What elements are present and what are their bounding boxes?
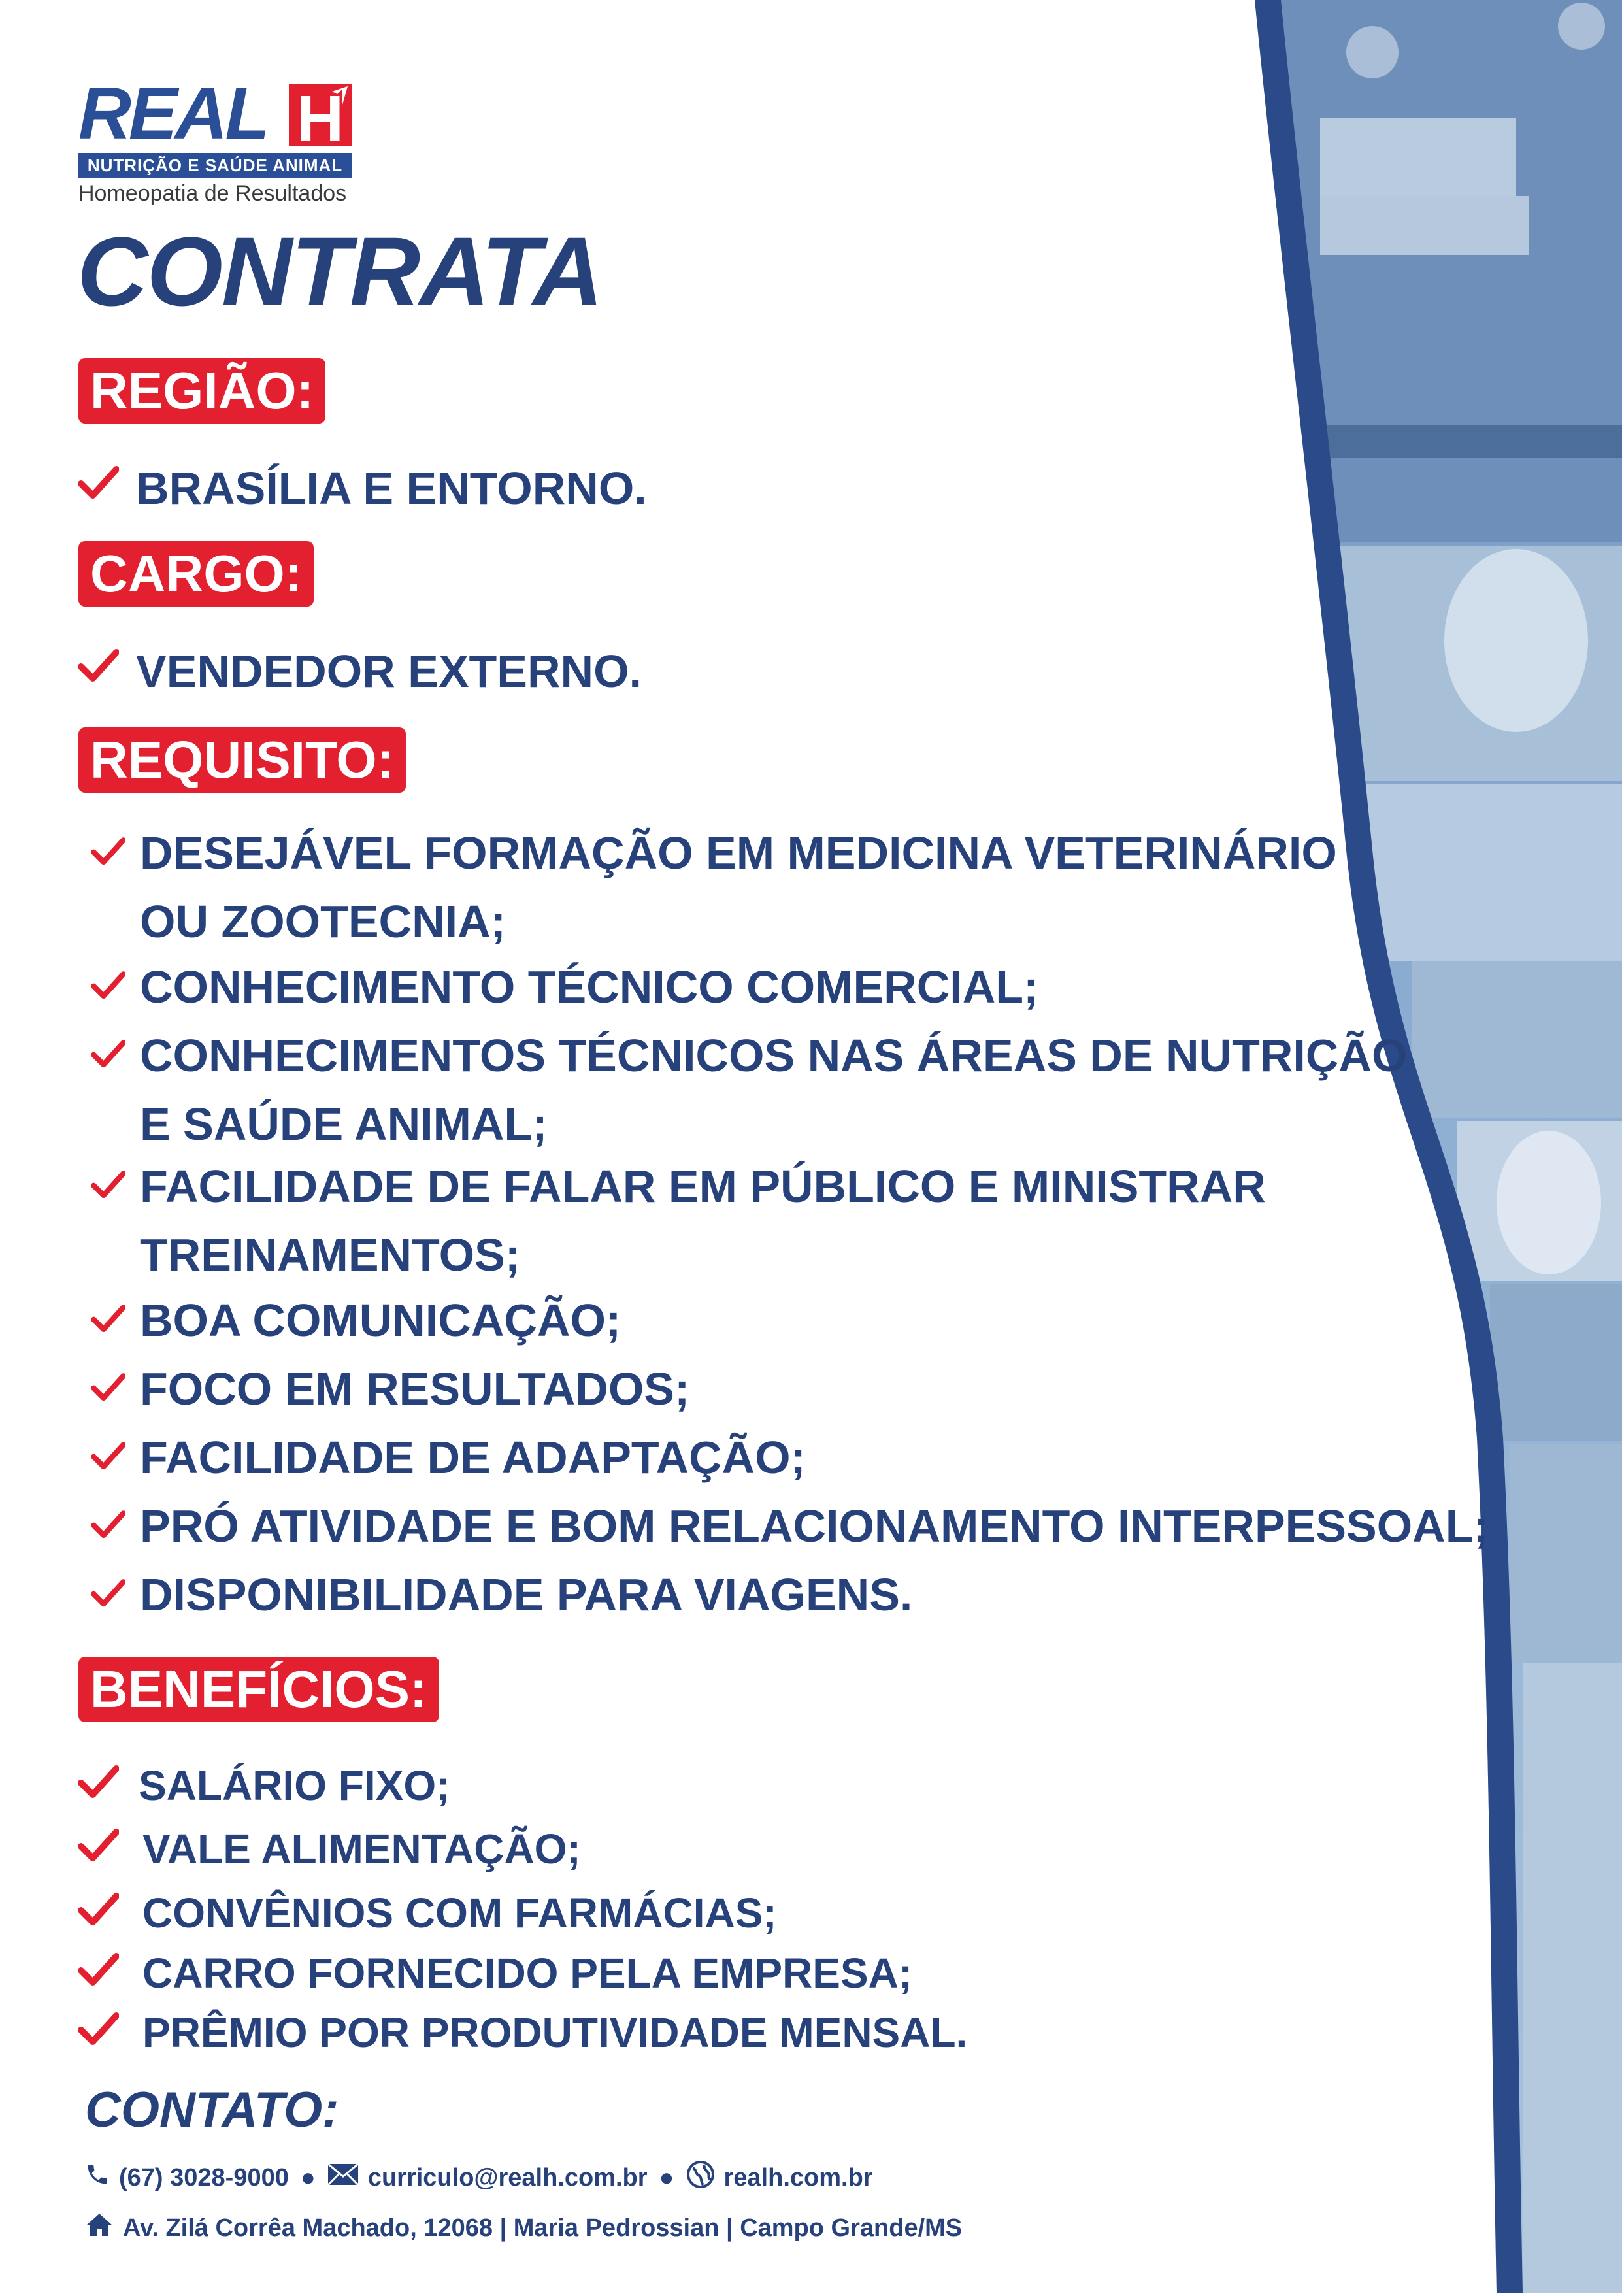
- list-item-continuation: OU ZOOTECNIA;: [140, 896, 506, 947]
- page-title: CONTRATA: [77, 216, 603, 326]
- list-item: FACILIDADE DE ADAPTAÇÃO;: [140, 1432, 806, 1483]
- realh-logo-mark: [78, 78, 353, 150]
- check-icon: [78, 1952, 119, 1988]
- contact-phone[interactable]: (67) 3028-9000: [119, 2163, 289, 2191]
- section-badge-beneficios: BENEFÍCIOS:: [78, 1657, 439, 1722]
- check-icon: [91, 1170, 125, 1200]
- contact-title: CONTATO:: [85, 2082, 339, 2138]
- phone-icon: [85, 2162, 110, 2193]
- list-item: DISPONIBILIDADE PARA VIAGENS.: [140, 1569, 913, 1620]
- worker-photo: [1490, 1284, 1622, 1441]
- list-item: VALE ALIMENTAÇÃO;: [142, 1825, 581, 1872]
- separator-dot: ●: [659, 2163, 674, 2191]
- check-icon: [91, 1441, 125, 1471]
- check-icon: [78, 1765, 119, 1800]
- list-item: CONVÊNIOS COM FARMÁCIAS;: [142, 1889, 777, 1937]
- section-badge-cargo: CARGO:: [78, 541, 314, 607]
- check-icon: [91, 1373, 125, 1403]
- contact-email[interactable]: curriculo@realh.com.br: [367, 2163, 648, 2191]
- analytics-photo: [1359, 784, 1622, 961]
- warehouse-photo: [1510, 1444, 1622, 1660]
- email-icon: [327, 2163, 359, 2192]
- home-icon: [85, 2212, 114, 2244]
- section-badge-regiao: REGIÃO:: [78, 358, 325, 424]
- check-icon: [91, 837, 125, 867]
- logo-subtitle: Homeopatia de Resultados: [78, 181, 347, 206]
- list-item: BOA COMUNICAÇÃO;: [140, 1295, 621, 1346]
- company-logo: [78, 78, 359, 207]
- list-item: CONHECIMENTO TÉCNICO COMERCIAL;: [140, 961, 1039, 1012]
- svg-text:H: H: [297, 82, 344, 150]
- list-item: PRÓ ATIVIDADE E BOM RELACIONAMENTO INTERPESSOAL;: [140, 1501, 1489, 1552]
- check-icon: [91, 1578, 125, 1608]
- list-item-continuation: E SAÚDE ANIMAL;: [140, 1099, 548, 1150]
- check-icon: [78, 1892, 119, 1927]
- factory-photo: [1281, 0, 1622, 542]
- list-item: CARRO FORNECIDO PELA EMPRESA;: [142, 1950, 913, 1997]
- contact-website[interactable]: realh.com.br: [723, 2163, 873, 2191]
- check-icon: [91, 971, 125, 1001]
- check-icon: [78, 2012, 119, 2047]
- photo-collage: [1242, 0, 1622, 2293]
- globe-icon: [686, 2160, 715, 2195]
- check-icon: [91, 1039, 125, 1069]
- check-icon: [91, 1304, 125, 1334]
- list-item: FOCO EM RESULTADOS;: [140, 1363, 690, 1414]
- check-icon: [78, 1828, 119, 1863]
- contact-address: Av. Zilá Corrêa Machado, 12068 | Maria Pedrossian | Campo Grande/MS: [123, 2214, 963, 2242]
- check-icon: [78, 465, 119, 501]
- check-icon: [91, 1510, 125, 1540]
- contact-info-row: [85, 2160, 873, 2195]
- lab-photo: [1523, 1663, 1622, 2293]
- logo-tagline: NUTRIÇÃO E SAÚDE ANIMAL: [78, 153, 352, 178]
- list-item: DESEJÁVEL FORMAÇÃO EM MEDICINA VETERINÁRIO: [140, 827, 1337, 878]
- list-item: FACILIDADE DE FALAR EM PÚBLICO E MINISTRAR: [140, 1161, 1266, 1212]
- list-item: BRASÍLIA E ENTORNO.: [136, 463, 647, 514]
- laptop-photo: [1412, 961, 1622, 1118]
- check-icon: [78, 648, 119, 684]
- address-row: [85, 2212, 962, 2244]
- list-item: SALÁRIO FIXO;: [139, 1762, 450, 1809]
- list-item: CONHECIMENTOS TÉCNICOS NAS ÁREAS DE NUTRIÇÃO: [140, 1030, 1408, 1081]
- list-item: PRÊMIO POR PRODUTIVIDADE MENSAL.: [142, 2009, 968, 2056]
- photo-collage-panel: [1242, 0, 1622, 2293]
- section-badge-requisito: REQUISITO:: [78, 727, 406, 793]
- list-item: VENDEDOR EXTERNO.: [136, 646, 642, 697]
- list-item-continuation: TREINAMENTOS;: [140, 1229, 521, 1280]
- separator-dot: ●: [300, 2163, 316, 2191]
- svg-text:REAL: REAL: [78, 78, 267, 150]
